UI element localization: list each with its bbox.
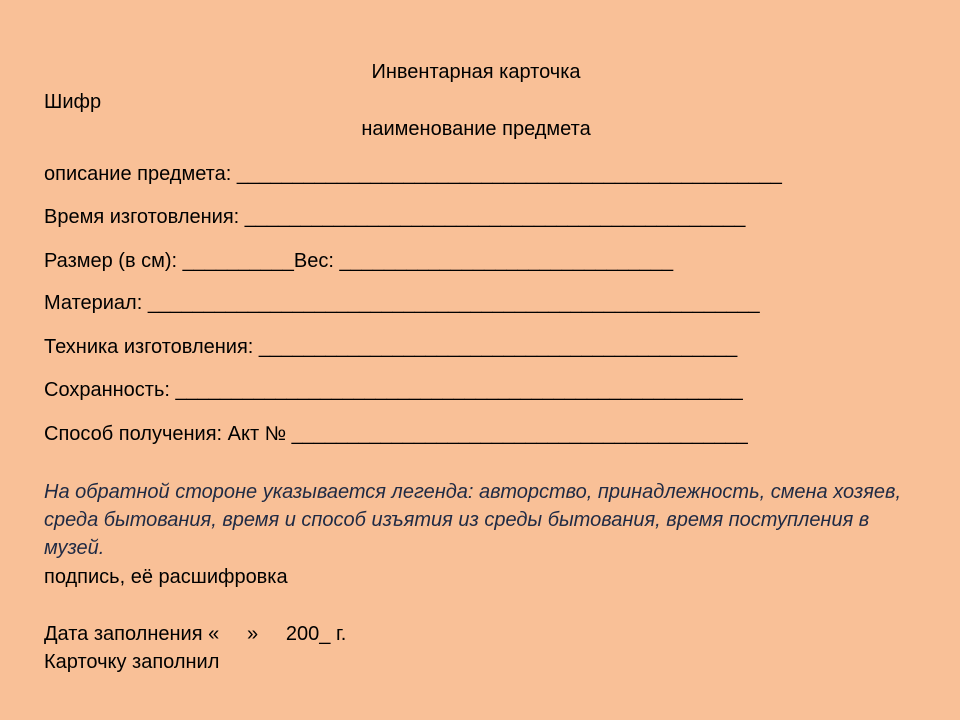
signature-line: подпись, её расшифровка — [44, 566, 288, 588]
field-material: Материал: _______________________________________________________ — [44, 292, 760, 314]
field-acquisition: Способ получения: Акт № _________________________________________ — [44, 423, 748, 445]
field-technique: Техника изготовления: ___________________________________________ — [44, 336, 738, 358]
legend-note: На обратной стороне указывается легенда: авторство, принадлежность, смена хозяев, среда бытования, время и способ изъятия из среды бытования, время поступления в музей. — [44, 481, 902, 559]
cipher-label: Шифр — [44, 91, 102, 113]
field-condition: Сохранность: ___________________________________________________ — [44, 379, 743, 401]
date-line: Дата заполнения « » 200_ г. — [44, 623, 347, 645]
item-name-label: наименование предмета — [361, 118, 591, 140]
field-production-time: Время изготовления: _____________________________________________ — [44, 206, 746, 228]
field-description: описание предмета: _________________________________________________ — [44, 163, 782, 185]
field-size-weight: Размер (в см): __________Вес: ______________________________ — [44, 250, 674, 272]
filled-by-line: Карточку заполнил — [44, 651, 220, 673]
card-title: Инвентарная карточка — [371, 61, 581, 83]
